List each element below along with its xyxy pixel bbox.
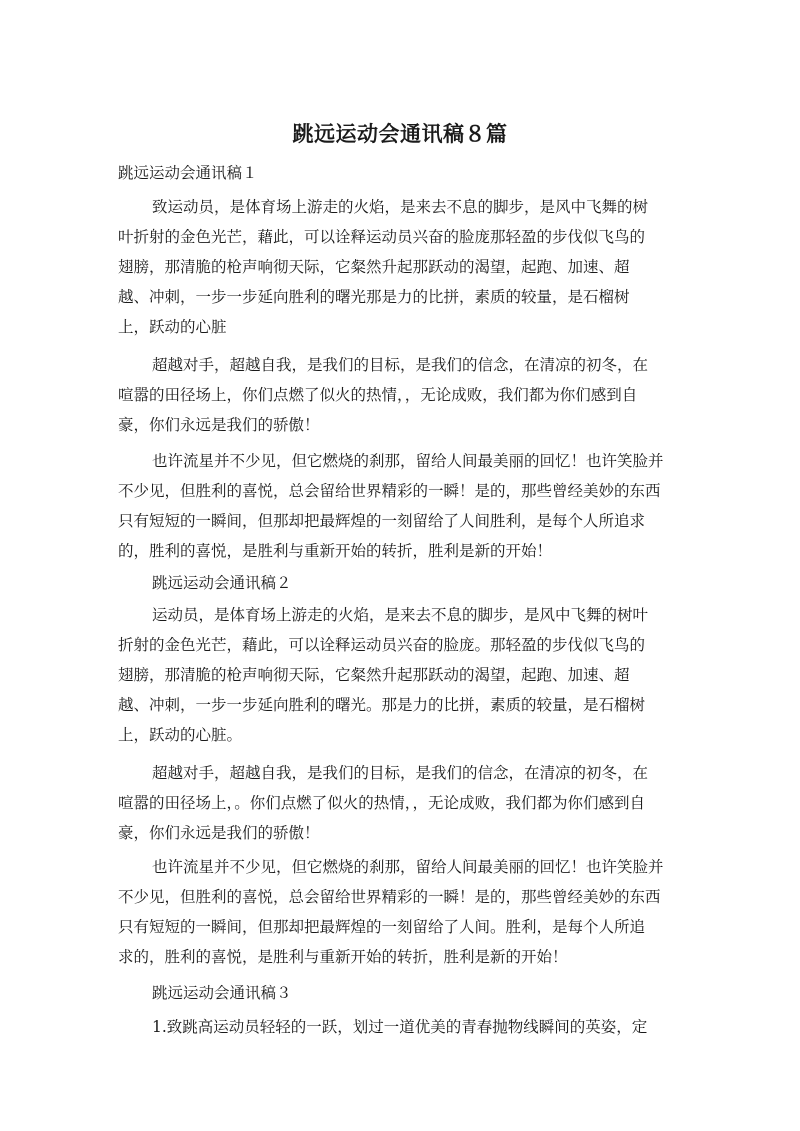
text-line: 上，跃动的心脏	[118, 318, 227, 336]
section-2-paragraph-3	[118, 852, 673, 972]
text-line: 叶折射的金色光芒，藉此，可以诠释运动员兴奋的脸庞那轻盈的步伐似飞鸟的	[118, 228, 646, 246]
text-line: 不少见，但胜利的喜悦，总会留给世界精彩的一瞬！是的，那些曾经美妙的东西	[118, 482, 661, 500]
text-line: 越、冲刺，一步一步延向胜利的曙光那是力的比拼，素质的较量，是石榴树	[118, 288, 630, 306]
text-line: 1.致跳高运动员轻轻的一跃，划过一道优美的青春抛物线瞬间的英姿，定	[152, 1018, 648, 1036]
section-heading-1: 跳远运动会通讯稿１	[118, 164, 258, 182]
text-line: 致运动员，是体育场上游走的火焰，是来去不息的脚步，是风中飞舞的树	[152, 198, 649, 216]
section-heading-2: 跳远运动会通讯稿２	[152, 574, 292, 592]
text-line: 翅膀，那清脆的枪声响彻天际，它粲然升起那跃动的渴望，起跑、加速、超	[118, 666, 630, 684]
text-line: 只有短短的一瞬间，但那却把最辉煌的一刻留给了人间胜利，是每个人所追求	[118, 512, 646, 530]
text-line: 翅膀，那清脆的枪声响彻天际，它粲然升起那跃动的渴望，起跑、加速、超	[118, 258, 630, 276]
section-2-paragraph-2	[118, 758, 673, 848]
text-line: 超越对手，超越自我，是我们的目标，是我们的信念，在清凉的初冬，在	[152, 356, 649, 374]
document-title: 跳远运动会通讯稿８篇	[292, 122, 508, 146]
text-line: 不少见，但胜利的喜悦，总会留给世界精彩的一瞬！是的，那些曾经美妙的东西	[118, 888, 661, 906]
section-2-paragraph-1	[118, 600, 673, 750]
text-line: 超越对手，超越自我，是我们的目标，是我们的信念，在清凉的初冬，在	[152, 764, 649, 782]
text-line: 喧嚣的田径场上，你们点燃了似火的热情，，无论成败，我们都为你们感到自	[118, 386, 638, 404]
section-1-paragraph-1	[118, 192, 673, 342]
section-1-paragraph-2	[118, 350, 673, 440]
section-heading-3: 跳远运动会通讯稿３	[152, 984, 292, 1002]
text-line: 运动员，是体育场上游走的火焰，是来去不息的脚步，是风中飞舞的树叶	[152, 606, 649, 624]
text-line: 喧嚣的田径场上，。你们点燃了似火的热情，，无论成败，我们都为你们感到自	[118, 794, 646, 812]
text-line: 越、冲刺，一步一步延向胜利的曙光。那是力的比拼，素质的较量，是石榴树	[118, 696, 646, 714]
text-line: 的，胜利的喜悦，是胜利与重新开始的转折，胜利是新的开始！	[118, 542, 553, 560]
text-line: 只有短短的一瞬间，但那却把最辉煌的一刻留给了人间。胜利，是每个人所追	[118, 918, 646, 936]
text-line: 折射的金色光芒，藉此，可以诠释运动员兴奋的脸庞。那轻盈的步伐似飞鸟的	[118, 636, 646, 654]
text-line: 上，跃动的心脏。	[118, 726, 243, 744]
section-3-paragraph-1	[118, 1012, 673, 1042]
section-1-paragraph-3	[118, 446, 673, 566]
text-line: 求的，胜利的喜悦，是胜利与重新开始的转折，胜利是新的开始！	[118, 948, 568, 966]
text-line: 也许流星并不少见，但它燃烧的刹那，留给人间最美丽的回忆！也许笑脸并	[152, 452, 664, 470]
text-line: 也许流星并不少见，但它燃烧的刹那，留给人间最美丽的回忆！也许笑脸并	[152, 858, 664, 876]
text-line: 豪，你们永远是我们的骄傲！	[118, 824, 320, 842]
text-line: 豪，你们永远是我们的骄傲！	[118, 416, 320, 434]
